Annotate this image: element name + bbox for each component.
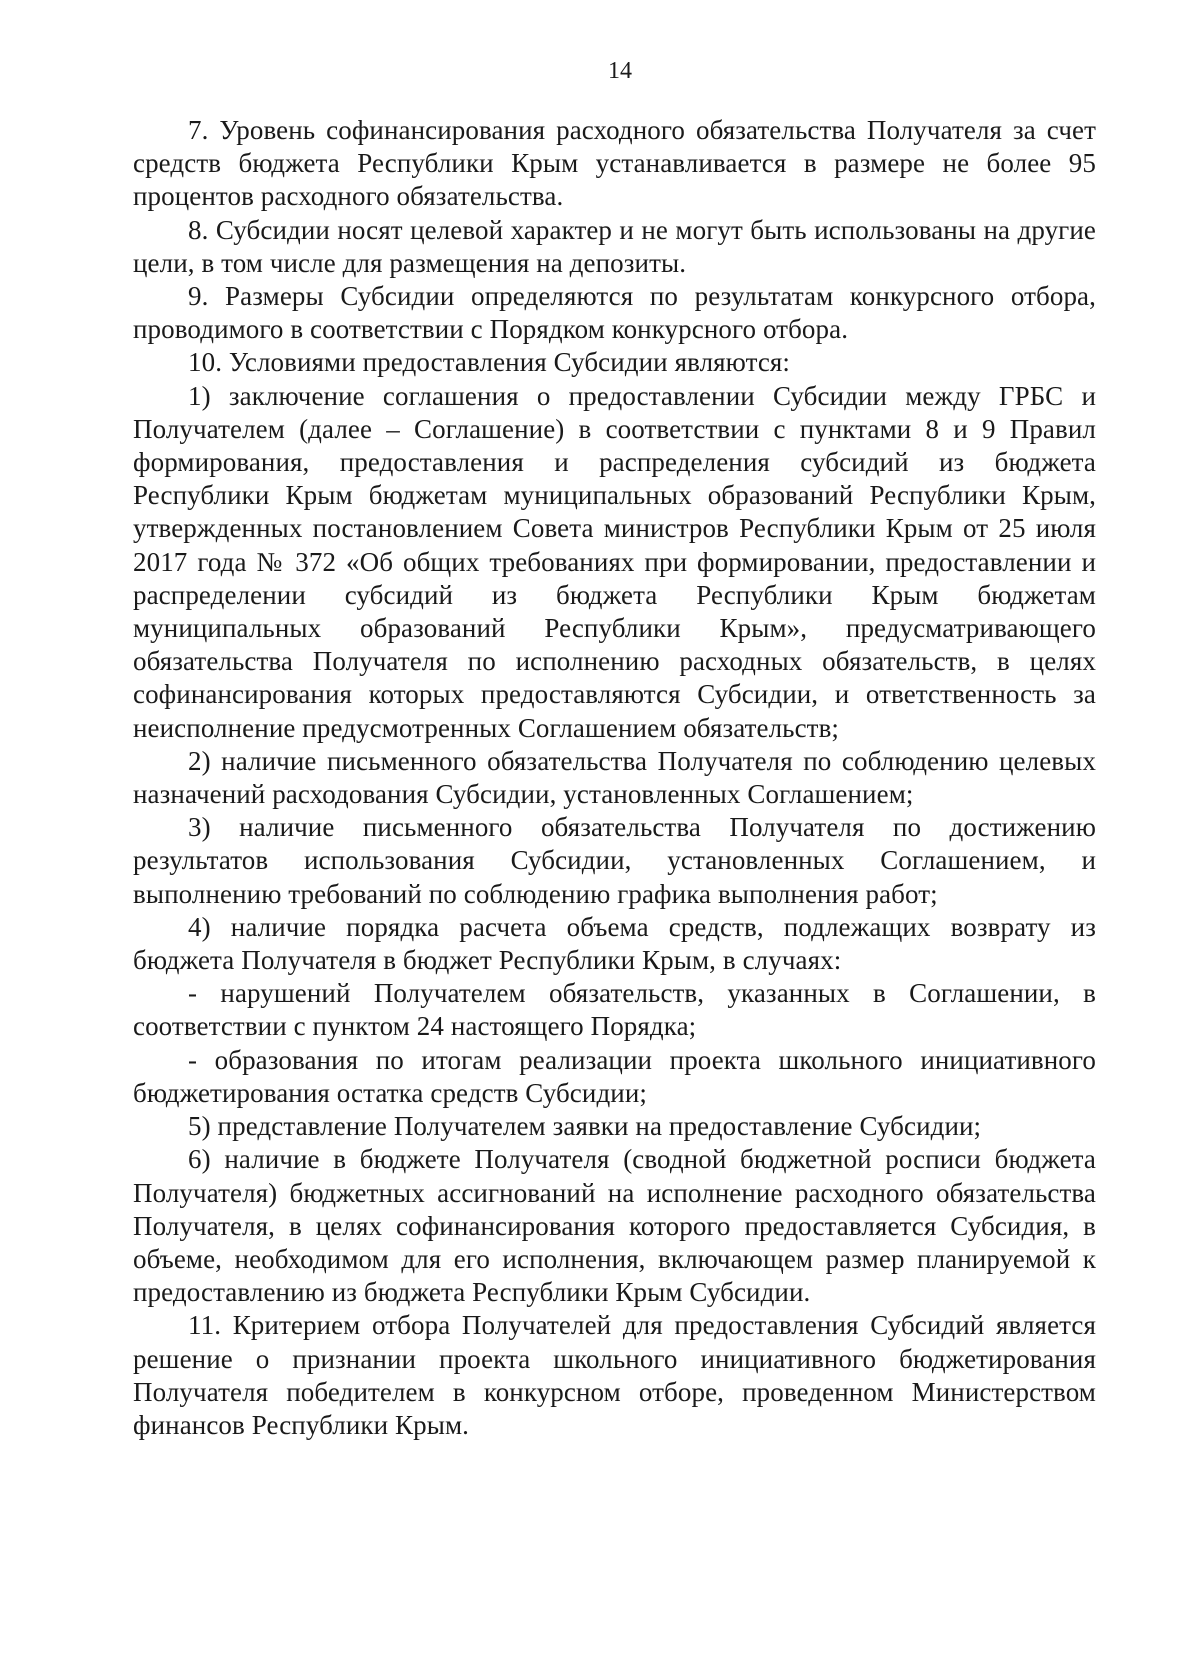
paragraph-10-item-2: 2) наличие письменного обязательства Получателя по соблюдению целевых назначений расходования Субсидии, установленных Соглашением; [133,745,1096,810]
paragraph-8: 8. Субсидии носят целевой характер и не могут быть использованы на другие цели, в том числе для размещения на депозиты. [133,214,1096,278]
paragraph-10-item-4-case-1: - нарушений Получателем обязательств, указанных в Соглашении, в соответствии с пунктом 24 настоящего Порядка; [133,978,1096,1042]
paragraph-10-item-1: 1) заключение соглашения о предоставлении Субсидии между ГРБС и Получателем (далее – Соглашение) в соответствии с пунктами 8 и 9 Правил формирования, предоставления и распределения субсидий из бюджета Республики Крым бюджетам муниципальных образований Республики Крым, утвержденных постановлением Совета министров Республики Крым от 25 июля 2017 года № 372 «Об общих требованиях при формировании, предоставлении и распределении субсидий из бюджета Республики Крым бюджетам муниципальных образований Республики Крым», предусматривающего обязательства Получателя по исполнению расходных обязательств, в целях софинансирования которых предоставляются Субсидии, и ответственность за неисполнение предусмотренных Соглашением обязательств; [133,380,1096,743]
paragraph-7: 7. Уровень софинансирования расходного обязательства Получателя за счет средств бюджета Республики Крым устанавливается в размере не более 95 процентов расходного обязательства. [133,115,1096,212]
paragraph-10-item-6: 6) наличие в бюджете Получателя (сводной бюджетной росписи бюджета Получателя) бюджетных ассигнований на исполнение расходного обязательства Получателя, в целях софинансирования которого предоставляется Субсидия, в объеме, необходимом для его исполнения, включающем размер планируемой к предоставлению из бюджета Республики Крым Субсидии. [133,1144,1096,1308]
paragraph-10-item-3: 3) наличие письменного обязательства Получателя по достижению результатов использования Субсидии, установленных Соглашением, и выполнению требований по соблюдению графика выполнения работ; [133,812,1096,909]
paragraph-10: 10. Условиями предоставления Субсидии являются: [188,347,791,378]
page-number: 14 [608,58,632,84]
paragraph-10-item-4: 4) наличие порядка расчета объема средств, подлежащих возврату из бюджета Получателя в бюджет Республики Крым, в случаях: [133,911,1096,976]
document-body [133,114,1096,1442]
paragraph-9: 9. Размеры Субсидии определяются по результатам конкурсного отбора, проводимого в соответствии с Порядком конкурсного отбора. [133,281,1096,345]
paragraph-11: 11. Критерием отбора Получателей для предоставления Субсидий является решение о признании проекта школьного инициативного бюджетирования Получателя победителем в конкурсном отборе, проведенном Министерством финансов Республики Крым. [133,1310,1096,1440]
paragraph-10-item-4-case-2: - образования по итогам реализации проекта школьного инициативного бюджетирования остатка средств Субсидии; [133,1044,1096,1108]
paragraph-10-item-5: 5) представление Получателем заявки на предоставление Субсидии; [188,1111,982,1142]
